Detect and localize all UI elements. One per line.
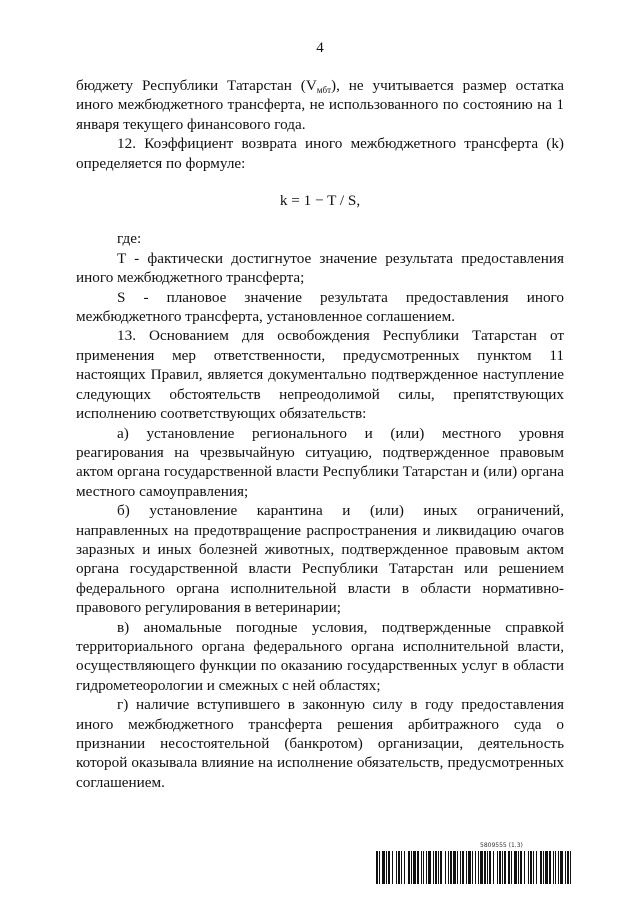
definition-s: S - плановое значение результата предоставления иного межбюджетного трансферта, установленное соглашением. — [76, 288, 564, 326]
page-number: 4 — [316, 40, 324, 56]
item-g: г) наличие вступившего в законную силу в году предоставления иного межбюджетного трансферта решения арбитражного суда о признании несостоятельной (банкротом) организации, деятельность которой оказывала влияние на исполнение обязательств, предусмотренных соглашением. — [76, 696, 564, 791]
definition-t: T - фактически достигнутое значение результата предоставления иного межбюджетного трансферта; — [76, 249, 564, 287]
paragraph-13: 13. Основанием для освобождения Республики Татарстан от применения мер ответственности, предусмотренных пунктом 11 настоящих Правил, является документально подтвержденное наступление следующих обстоятельств непреодолимой силы, препятствующих исполнению соответствующих обязательств: — [76, 327, 564, 423]
item-b: б) установление карантина и (или) иных ограничений, направленных на предотвращение распространения и ликвидацию очагов заразных и иных болезней животных, подтвержденное правовым актом органа государственной власти Республики Татарстан или решением федерального органа исполнительной власти в области нормативно-правового регулирования в ветеринарии; — [76, 502, 564, 617]
document-body — [76, 76, 564, 792]
item-a: а) установление регионального и (или) местного уровня реагирования на чрезвычайную ситуацию, подтвержденное правовым актом органа государственной власти Республики Татарстан и (или) органа местного самоуправления; — [76, 424, 564, 500]
subscript-mbt: мбт — [316, 85, 332, 95]
barcode-block — [376, 842, 572, 884]
where-label: где: — [117, 230, 142, 248]
barcode-caption: 5809555 (1.3) — [480, 842, 523, 849]
paragraph-12: 12. Коэффициент возврата иного межбюджетного трансферта (k) определяется по формуле: — [76, 135, 564, 172]
item-v: в) аномальные погодные условия, подтвержденные справкой территориального органа федерального органа исполнительной власти, осуществляющего функции по оказанию государственных услуг в области гидрометеорологии и смежных с ней областях; — [76, 618, 564, 694]
formula: k = 1 − T / S, — [279, 192, 361, 210]
barcode-icon — [376, 851, 572, 884]
paragraph-continuation: бюджету Республики Татарстан $(V_{мбт})$, не учитывается размер остатка иного межбюджетного трансферта, не использованного по состоянию на 1 января текущего финансового года. — [76, 77, 564, 133]
